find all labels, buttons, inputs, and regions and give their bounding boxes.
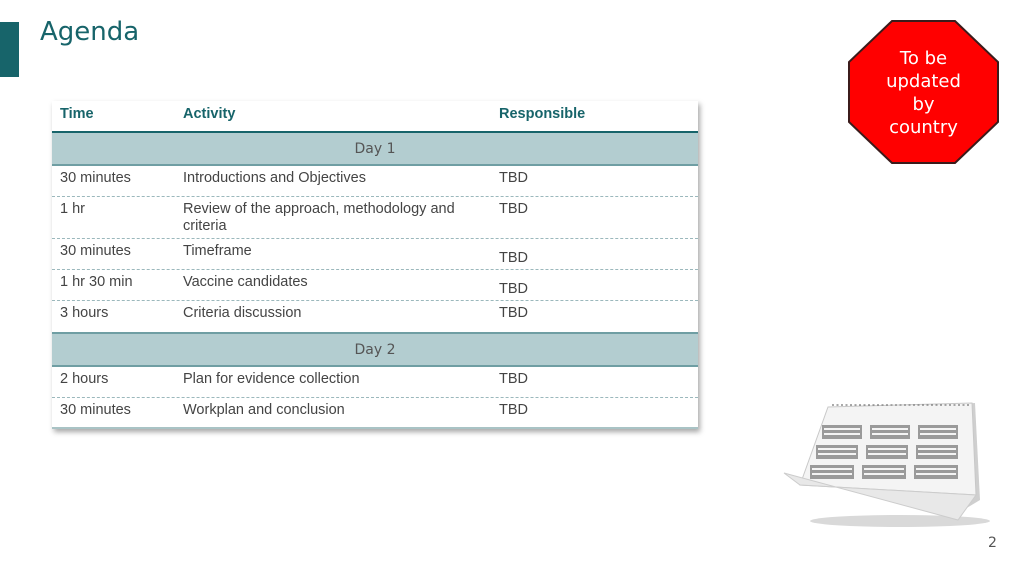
responsible-cell: TBD	[499, 371, 528, 387]
day-1-row	[52, 133, 698, 166]
time-cell: 30 minutes	[60, 170, 131, 186]
time-cell: 3 hours	[60, 305, 109, 321]
time-cell: 30 minutes	[60, 402, 131, 418]
header-responsible: Responsible	[499, 106, 586, 122]
day-1-label: Day 1	[354, 140, 396, 157]
responsible-cell: TBD	[499, 250, 528, 266]
activity-cell: Criteria discussion	[183, 305, 302, 321]
table-row	[52, 367, 698, 398]
desk-calendar-icon	[780, 395, 995, 530]
table-row	[52, 398, 698, 429]
activity-cell: Workplan and conclusion	[183, 402, 345, 418]
header-time: Time	[60, 106, 94, 122]
activity-cell: Review of the approach, methodology and criteria	[183, 201, 455, 234]
table-row	[52, 197, 698, 239]
table-row	[52, 301, 698, 332]
activity-cell: Plan for evidence collection	[183, 371, 360, 387]
responsible-cell: TBD	[499, 170, 528, 186]
stop-sign-text: To be updated by country	[886, 48, 961, 138]
responsible-cell: TBD	[499, 281, 528, 297]
activity-cell: Introductions and Objectives	[183, 170, 366, 186]
table-header-row	[52, 101, 698, 133]
time-cell: 1 hr 30 min	[60, 274, 133, 290]
day-2-label: Day 2	[354, 341, 396, 358]
title-accent-bar	[0, 22, 19, 77]
agenda-table	[52, 101, 698, 429]
responsible-cell: TBD	[499, 201, 528, 217]
responsible-cell: TBD	[499, 402, 528, 418]
page-number: 2	[988, 535, 997, 551]
header-activity: Activity	[183, 106, 236, 122]
table-row	[52, 239, 698, 270]
responsible-cell: TBD	[499, 305, 528, 321]
slide-title: Agenda	[40, 17, 140, 47]
time-cell: 1 hr	[60, 201, 85, 217]
activity-cell: Timeframe	[183, 243, 252, 259]
day-2-row	[52, 332, 698, 367]
table-row	[52, 270, 698, 301]
table-row	[52, 166, 698, 197]
activity-cell: Vaccine candidates	[183, 274, 308, 290]
time-cell: 2 hours	[60, 371, 109, 387]
time-cell: 30 minutes	[60, 243, 131, 259]
